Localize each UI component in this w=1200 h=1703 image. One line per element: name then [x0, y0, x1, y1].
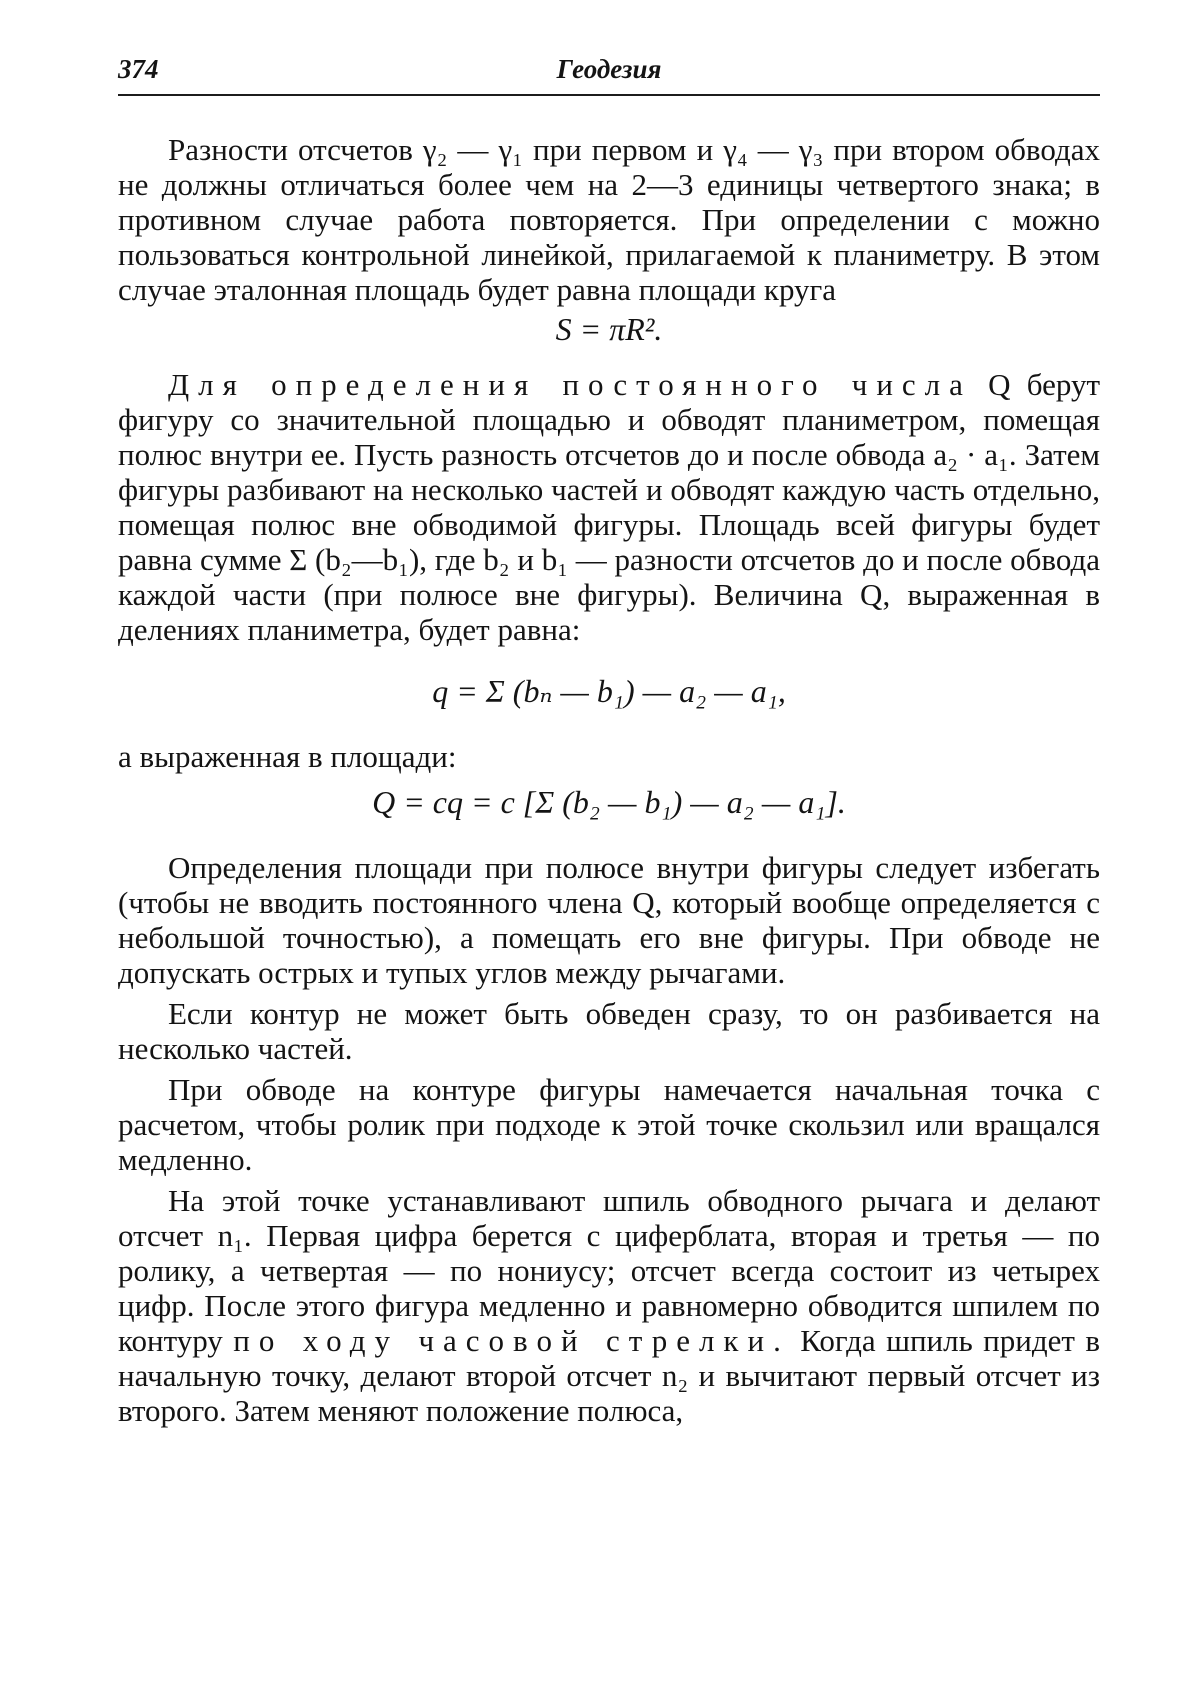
formula-circle-area: S = πR².	[555, 311, 663, 347]
paragraph-7-end: Когда шпиль придет в начальную точку, делают второй отсчет n₂ и вычитают первый отсчет из второго. Затем меняют положение полюса,	[118, 1323, 1101, 1428]
paragraph-2	[118, 367, 1100, 647]
formula-q-divisions: q = Σ (bₙ — b₁) — a₂ — a₁,	[432, 673, 786, 709]
paragraph-1: Разности отсчетов γ₂ — γ₁ при первом и γ₄ — γ₃ при втором обводах не должны отличаться более чем на 2—3 единицы четвертого знака; в противном случае работа повторяется. При определении c можно пользоваться контрольной линейкой, прилагаемой к планиметру. В этом случае эталонная площадь будет равна площади круга	[118, 132, 1100, 307]
spaced-emphasis-clockwise: по ходу часовой стрелки.	[233, 1323, 790, 1358]
header-rule	[118, 94, 1100, 96]
page-header-title: Геодезия	[556, 54, 662, 84]
page-body	[118, 132, 1100, 1428]
page-number: 374	[118, 54, 159, 84]
paragraph-6: При обводе на контуре фигуры намечается начальная точка с расчетом, чтобы ролик при подходе к этой точке скользил или вращался медленно.	[118, 1072, 1100, 1177]
paragraph-5: Если контур не может быть обведен сразу, то он разбивается на несколько частей.	[118, 996, 1100, 1066]
spaced-emphasis: Для определения постоянного числа	[168, 367, 972, 402]
paragraph-7-text: На этой точке устанавливают шпиль обводного рычага и делают отсчет n₁. Первая цифра берется с циферблата, вторая и третья — по ролику, а четвертая — по нониусу; отсчет всегда состоит из четырех цифр. После этого фигура медленно и равномерно обводится шпилем по контуру	[118, 1183, 1100, 1358]
running-head	[118, 48, 1100, 92]
formula-Q-area: Q = cq = c [Σ (b₂ — b₁) — a₂ — a₁].	[372, 784, 846, 820]
book-page	[118, 48, 1100, 1428]
paragraph-3: а выраженная в площади:	[118, 739, 457, 774]
paragraph-7	[118, 1183, 1100, 1428]
paragraph-2-text: Q берут фигуру со значительной площадью и обводят планиметром, помещая полюс внутри ее. Пусть разность отсчетов до и после обвода a₂ · a₁. Затем фигуры разбивают на несколько частей и обводят каждую часть отдельно, помещая полюс вне обводимой фигуры. Площадь всей фигуры будет равна сумме Σ (b₂—b₁), где b₂ и b₁ — разности отсчетов до и после обвода каждой части (при полюсе вне фигуры). Величина Q, выраженная в делениях планиметра, будет равна:	[118, 367, 1100, 647]
paragraph-4: Определения площади при полюсе внутри фигуры следует избегать (чтобы не вводить постоянного члена Q, который вообще определяется с небольшой точностью), а помещать его вне фигуры. При обводе не допускать острых и тупых углов между рычагами.	[118, 850, 1100, 990]
